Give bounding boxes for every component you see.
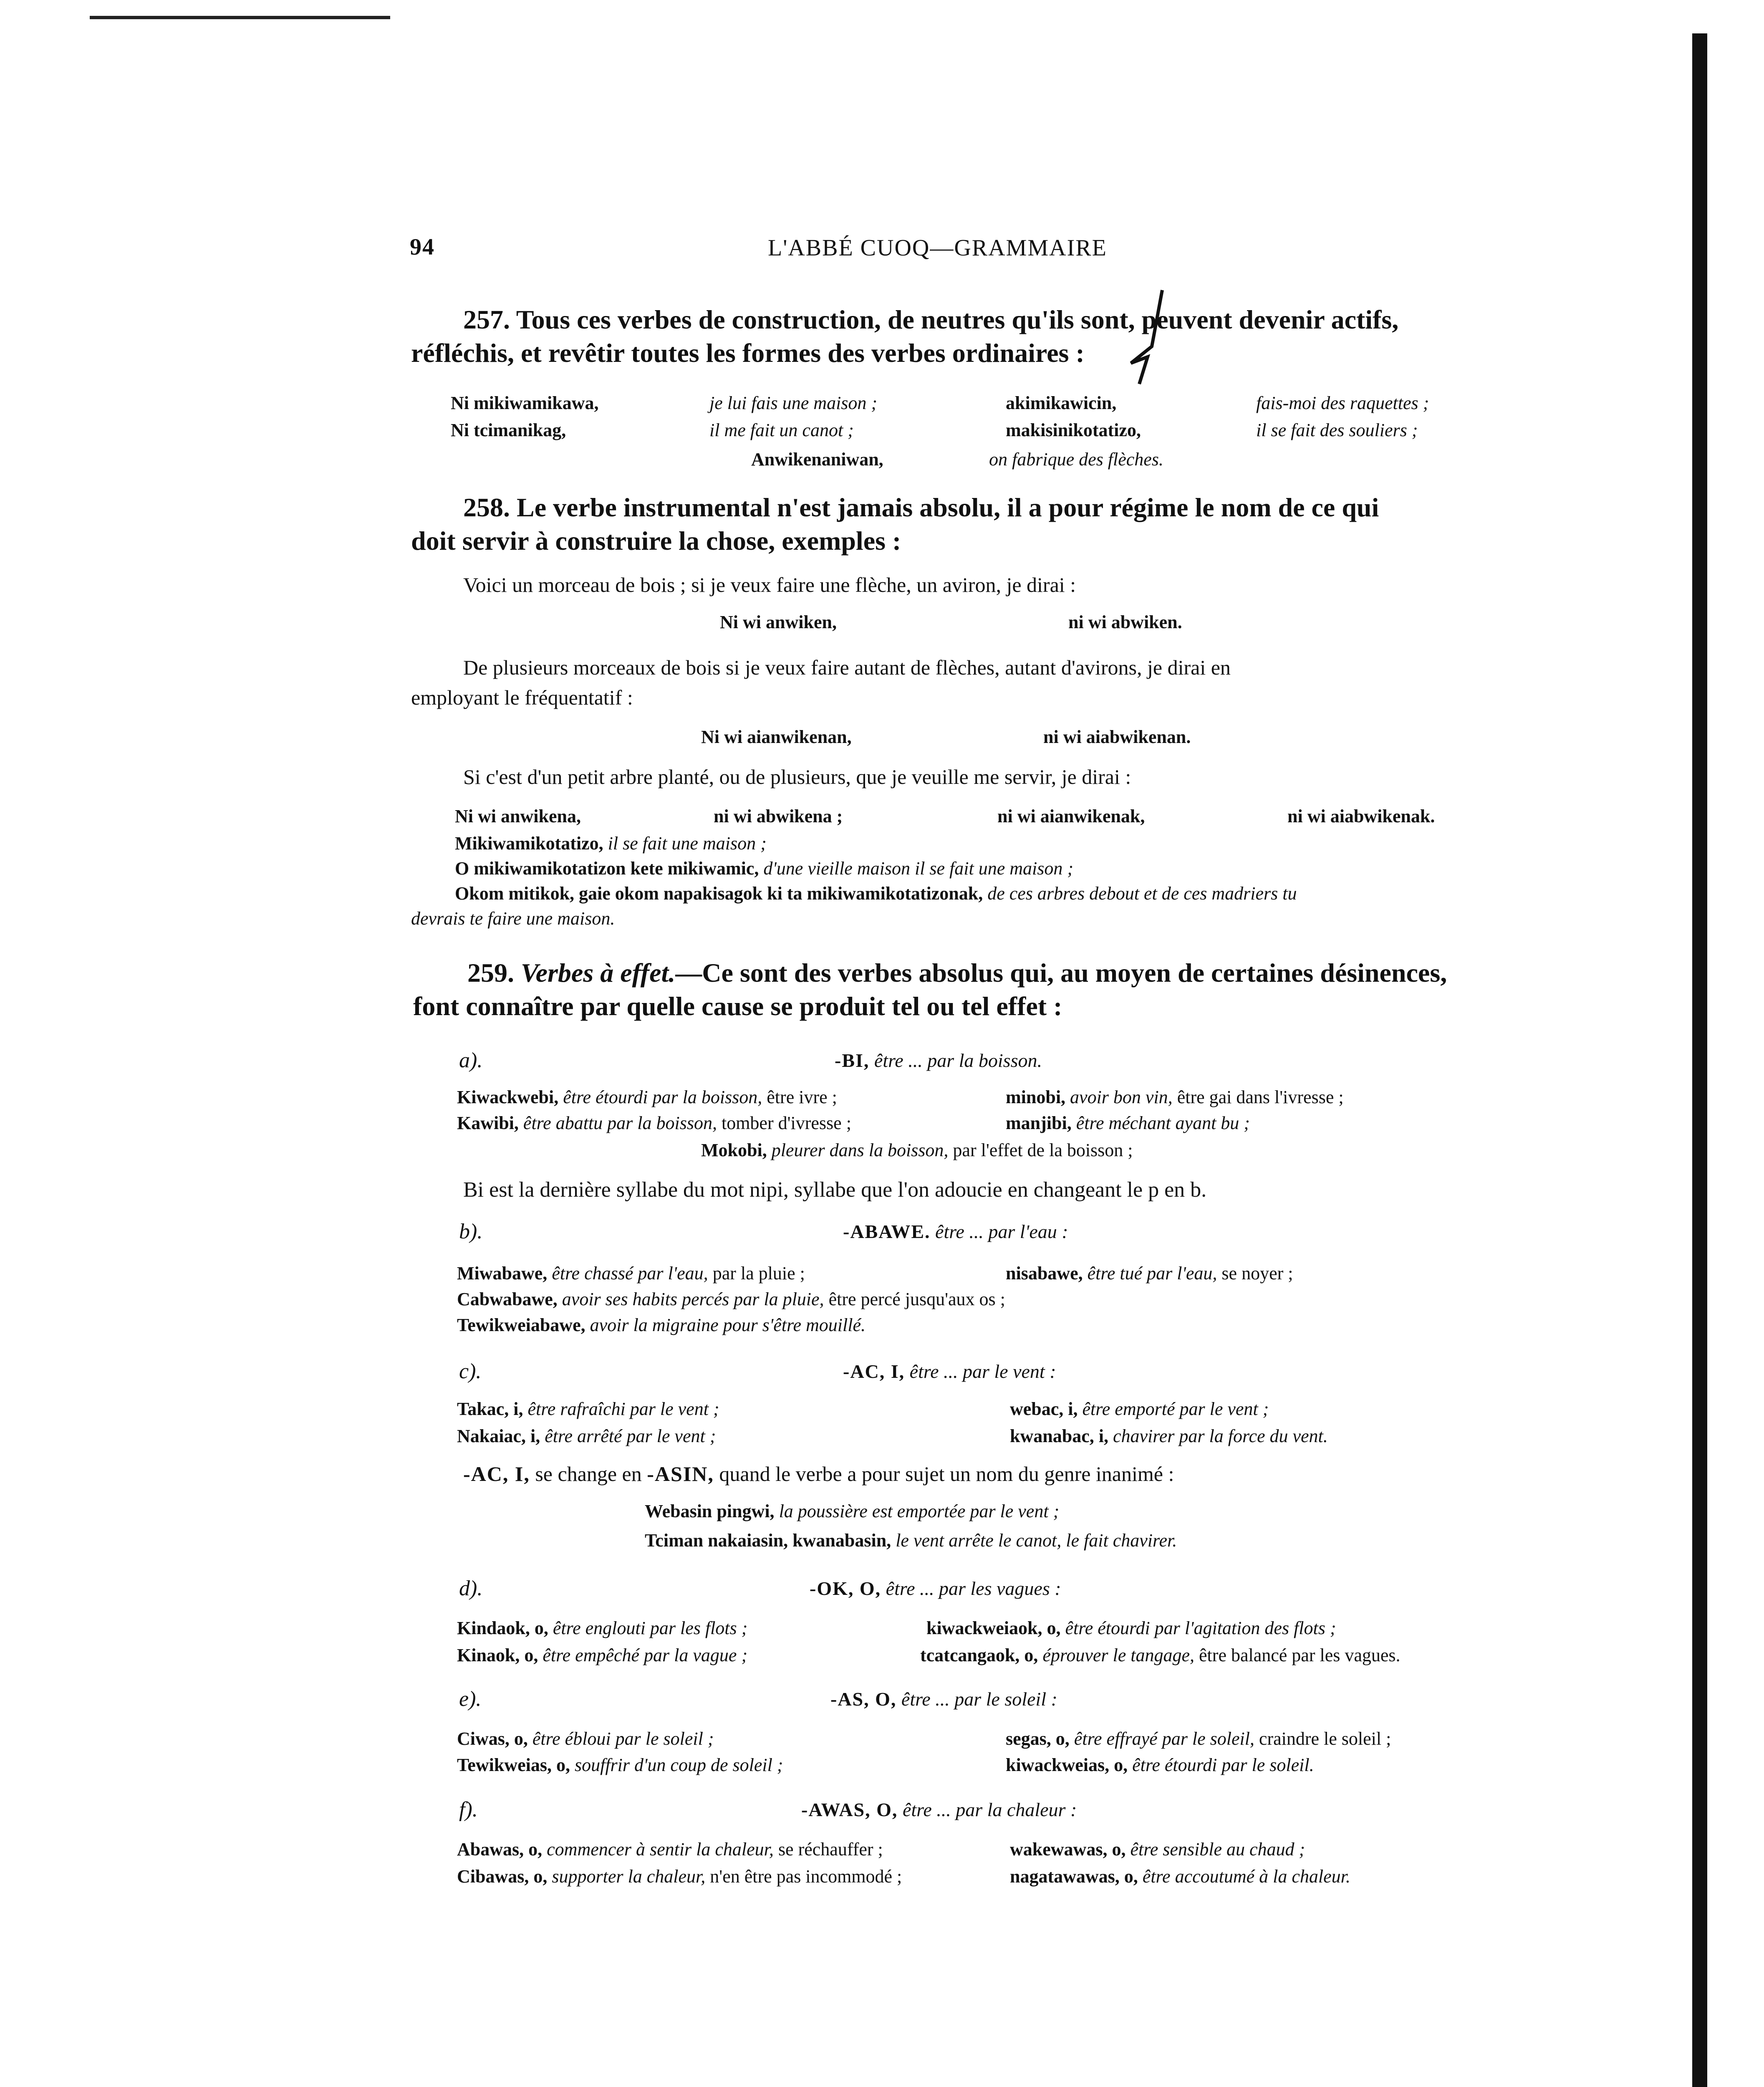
ex258-2a: Ni wi aianwikenan,: [701, 727, 852, 747]
b-row2: [457, 1286, 1005, 1312]
a-note: Bi est la dernière syllabe du mot nipi, syllabe que l'on adoucie en changeant le p en b.: [463, 1178, 1207, 1202]
f-row1-left: [457, 1837, 883, 1862]
para-258-sentence2a: De plusieurs morceaux de bois si je veux faire autant de flèches, autant d'avirons, je dirai en: [463, 656, 1231, 679]
ex258-4: [455, 831, 767, 857]
c-note-suffix: -AC, I,: [463, 1462, 530, 1486]
f-row2-trans: supporter la chaleur,: [552, 1866, 706, 1887]
e-row1-word: Ciwas, o,: [457, 1728, 528, 1749]
ex257-5-word: Anwikenaniwan,: [751, 449, 883, 470]
d-row1-left: [457, 1615, 747, 1641]
section-e-label: e).: [459, 1687, 482, 1711]
section-c-label: c).: [459, 1359, 482, 1383]
f-row2-left: [457, 1864, 902, 1890]
e-row2-right: [1006, 1752, 1314, 1778]
ex258-3a: Ni wi anwikena,: [455, 806, 581, 826]
para-258-sentence1: Voici un morceau de bois ; si je veux faire une flèche, un aviron, je dirai :: [463, 573, 1076, 596]
a-row3: [701, 1137, 1133, 1163]
section-a-label: a).: [459, 1049, 483, 1072]
f-row1-trans: commencer à sentir la chaleur,: [547, 1839, 774, 1860]
section-c-heading: [843, 1359, 1056, 1385]
b-row3: [457, 1312, 866, 1338]
page-edge-bar: [1692, 33, 1707, 2087]
section-f-meaning: être ... par la chaleur :: [902, 1799, 1077, 1820]
e-row1-trans: être ébloui par le soleil ;: [532, 1728, 714, 1749]
para-257-line2: réfléchis, et revêtir toutes les formes des verbes ordinaires :: [411, 338, 1085, 368]
c-ex2-trans: le vent arrête le canot, le fait chavirer.: [896, 1530, 1177, 1551]
d-row2-right: [920, 1642, 1401, 1668]
a-row1-rest: être ivre ;: [762, 1087, 837, 1107]
c-note: [463, 1461, 1174, 1487]
ex258-3b: ni wi abwikena ;: [714, 806, 843, 826]
c-row2-word2: kwanabac, i,: [1010, 1426, 1108, 1446]
pen-check-mark: [1123, 288, 1173, 388]
a-row2-trans2: être méchant ayant bu ;: [1076, 1113, 1250, 1133]
ex258-4-trans: il se fait une maison ;: [608, 833, 767, 854]
c-row2-right: [1010, 1423, 1328, 1449]
ex258-6-word: Okom mitikok, gaie okom napakisagok ki ta mikiwamikotatizonak,: [455, 883, 983, 904]
ex258-5: [455, 856, 1073, 882]
f-row1-word: Abawas, o,: [457, 1839, 543, 1860]
section-f-suffix: -AWAS, O,: [801, 1799, 898, 1820]
para-259-line1: [467, 956, 1447, 990]
section-e-heading: [830, 1686, 1057, 1712]
b-row1-word2: nisabawe,: [1006, 1263, 1083, 1284]
para-259-number: 259.: [467, 958, 514, 988]
section-e-meaning: être ... par le soleil :: [901, 1688, 1057, 1710]
a-row2-right: [1006, 1110, 1250, 1136]
d-row1-word2: kiwackweiaok, o,: [926, 1618, 1061, 1638]
c-row2-trans: être arrêté par le vent ;: [545, 1426, 716, 1446]
f-row2-right: [1010, 1864, 1350, 1890]
d-row1-word: Kindaok, o,: [457, 1618, 548, 1638]
para-259-text: —Ce sont des verbes absolus qui, au moyen de certaines désinences,: [675, 958, 1447, 988]
c-row1-word2: webac, i,: [1010, 1399, 1078, 1419]
e-row2-trans: souffrir d'un coup de soleil ;: [574, 1755, 783, 1775]
a-row2-left: [457, 1110, 851, 1136]
a-row1-word2: minobi,: [1006, 1087, 1066, 1107]
c-row2-word: Nakaiac, i,: [457, 1426, 540, 1446]
a-row2-rest: tomber d'ivresse ;: [717, 1113, 851, 1133]
a-row1-word: Kiwackwebi,: [457, 1087, 559, 1107]
ex258-1a: Ni wi anwiken,: [720, 612, 837, 632]
ex258-3c: ni wi aianwikenak,: [997, 806, 1145, 826]
section-c-suffix: -AC, I,: [843, 1361, 905, 1382]
section-f-heading: [801, 1797, 1077, 1823]
c-row1-word: Takac, i,: [457, 1399, 523, 1419]
c-row2-left: [457, 1423, 716, 1449]
a-row3-trans: pleurer dans la boisson,: [771, 1140, 949, 1160]
c-row1-trans: être rafraîchi par le vent ;: [527, 1399, 719, 1419]
para-257-line1: 257. Tous ces verbes de construction, de neutres qu'ils sont, peuvent devenir actifs,: [463, 305, 1399, 334]
ex257-4-trans: il se fait des souliers ;: [1256, 420, 1418, 440]
para-259-title: Verbes à effet.: [521, 958, 676, 988]
para-258-line2: doit servir à construire la chose, exemples :: [411, 526, 901, 556]
ex258-6-trans-cont: devrais te faire une maison.: [411, 908, 615, 929]
a-row3-word: Mokobi,: [701, 1140, 767, 1160]
a-row3-rest: par l'effet de la boisson ;: [948, 1140, 1133, 1160]
d-row2-rest2: être balancé par les vagues.: [1194, 1645, 1401, 1665]
para-258-sentence3: Si c'est d'un petit arbre planté, ou de plusieurs, que je veuille me servir, je dirai :: [463, 765, 1131, 788]
c-ex1: [645, 1498, 1059, 1524]
a-row1-trans2: avoir bon vin,: [1070, 1087, 1173, 1107]
para-258-sentence2b: employant le fréquentatif :: [411, 686, 633, 709]
section-b-suffix: -ABAWE.: [843, 1221, 931, 1242]
section-d-meaning: être ... par les vagues :: [886, 1578, 1061, 1599]
section-a-meaning: être ... par la boisson.: [874, 1050, 1042, 1071]
b-row2-trans: avoir ses habits percés par la pluie,: [562, 1289, 824, 1309]
a-row2-word2: manjibi,: [1006, 1113, 1072, 1133]
f-row2-rest: n'en être pas incommodé ;: [705, 1866, 902, 1887]
ex258-5-word: O mikiwamikotatizon kete mikiwamic,: [455, 858, 759, 879]
e-row2-word2: kiwackweias, o,: [1006, 1755, 1128, 1775]
c-note-suffix2: -ASIN,: [647, 1462, 714, 1486]
section-b-meaning: être ... par l'eau :: [935, 1221, 1068, 1242]
e-row1-rest2: craindre le soleil ;: [1254, 1728, 1391, 1749]
ex258-1b: ni wi abwiken.: [1068, 612, 1182, 632]
a-row1-rest2: être gai dans l'ivresse ;: [1172, 1087, 1344, 1107]
a-row1-right: [1006, 1084, 1344, 1110]
ex258-4-word: Mikiwamikotatizo,: [455, 833, 603, 854]
para-258-line1: 258. Le verbe instrumental n'est jamais absolu, il a pour régime le nom de ce qui: [463, 493, 1379, 522]
ex258-5-trans: d'une vieille maison il se fait une maison ;: [763, 858, 1074, 879]
c-row1-right: [1010, 1396, 1269, 1422]
d-row1-trans: être englouti par les flots ;: [553, 1618, 748, 1638]
d-row2-word: Kinaok, o,: [457, 1645, 538, 1665]
b-row3-trans: avoir la migraine pour s'être mouillé.: [590, 1315, 866, 1335]
ex257-1-word: Ni mikiwamikawa,: [451, 393, 599, 413]
section-d-suffix: -OK, O,: [810, 1578, 881, 1599]
e-row1-trans2: être effrayé par le soleil,: [1074, 1728, 1254, 1749]
d-row2-trans2: éprouver le tangage,: [1042, 1645, 1195, 1665]
b-row2-word: Cabwabawe,: [457, 1289, 558, 1309]
b-row1-word: Miwabawe,: [457, 1263, 548, 1284]
c-row2-trans2: chavirer par la force du vent.: [1113, 1426, 1328, 1446]
ex257-2-word: akimikawicin,: [1006, 393, 1117, 413]
f-row2-word2: nagatawawas, o,: [1010, 1866, 1138, 1887]
ex257-4-word: makisinikotatizo,: [1006, 420, 1141, 440]
a-row1-left: [457, 1084, 837, 1110]
section-b-label: b).: [459, 1220, 483, 1243]
b-row1-rest: par la pluie ;: [708, 1263, 805, 1284]
ex258-2b: ni wi aiabwikenan.: [1043, 727, 1191, 747]
f-row2-trans2: être accoutumé à la chaleur.: [1142, 1866, 1350, 1887]
a-row2-trans: être abattu par la boisson,: [523, 1113, 717, 1133]
top-rule: [90, 16, 390, 19]
section-d-heading: [810, 1576, 1061, 1602]
b-row1-rest2: se noyer ;: [1217, 1263, 1293, 1284]
page-number: 94: [410, 234, 435, 260]
e-row2-trans2: être étourdi par le soleil.: [1132, 1755, 1314, 1775]
section-c-meaning: être ... par le vent :: [909, 1361, 1056, 1382]
b-row3-word: Tewikweiabawe,: [457, 1315, 585, 1335]
c-ex1-trans: la poussière est emportée par le vent ;: [779, 1501, 1060, 1521]
section-b-heading: [843, 1219, 1068, 1245]
f-row1-word2: wakewawas, o,: [1010, 1839, 1126, 1860]
b-row1-left: [457, 1261, 805, 1286]
e-row2-word: Tewikweias, o,: [457, 1755, 570, 1775]
running-title: L'ABBÉ CUOQ—GRAMMAIRE: [768, 235, 1107, 261]
b-row2-rest: être percé jusqu'aux os ;: [824, 1289, 1005, 1309]
ex257-5-trans: on fabrique des flèches.: [989, 449, 1163, 470]
f-row1-rest: se réchauffer ;: [773, 1839, 883, 1860]
c-row1-trans2: être emporté par le vent ;: [1082, 1399, 1269, 1419]
ex258-6: [455, 881, 1297, 907]
d-row1-right: [926, 1615, 1336, 1641]
b-row1-right: [1006, 1261, 1293, 1286]
c-ex2-word: Tciman nakaiasin, kwanabasin,: [645, 1530, 891, 1551]
ex257-1-trans: je lui fais une maison ;: [709, 393, 878, 413]
c-row1-left: [457, 1396, 719, 1422]
c-note-text2: quand le verbe a pour sujet un nom du genre inanimé :: [714, 1462, 1174, 1486]
section-a-suffix: -BI,: [835, 1050, 870, 1071]
b-row1-trans: être chassé par l'eau,: [552, 1263, 708, 1284]
f-row1-trans2: être sensible au chaud ;: [1130, 1839, 1305, 1860]
section-d-label: d).: [459, 1577, 483, 1600]
ex258-6-trans: de ces arbres debout et de ces madriers tu: [987, 883, 1297, 904]
f-row2-word: Cibawas, o,: [457, 1866, 548, 1887]
d-row1-trans2: être étourdi par l'agitation des flots ;: [1065, 1618, 1336, 1638]
c-ex2: [645, 1528, 1177, 1554]
b-row1-trans2: être tué par l'eau,: [1087, 1263, 1217, 1284]
section-a-heading: [835, 1048, 1042, 1074]
f-row1-right: [1010, 1837, 1305, 1862]
c-note-text1: se change en: [530, 1462, 647, 1486]
d-row2-trans: être empêché par la vague ;: [543, 1645, 748, 1665]
e-row1-right: [1006, 1726, 1391, 1752]
ex257-2-trans: fais-moi des raquettes ;: [1256, 393, 1429, 413]
e-row1-word2: segas, o,: [1006, 1728, 1070, 1749]
e-row1-left: [457, 1726, 714, 1752]
e-row2-left: [457, 1752, 783, 1778]
d-row2-word2: tcatcangaok, o,: [920, 1645, 1038, 1665]
ex257-3-word: Ni tcimanikag,: [451, 420, 566, 440]
d-row2-left: [457, 1642, 747, 1668]
section-e-suffix: -AS, O,: [830, 1688, 897, 1710]
a-row1-trans: être étourdi par la boisson,: [563, 1087, 762, 1107]
para-259-line2: font connaître par quelle cause se produit tel ou tel effet :: [413, 991, 1062, 1021]
section-f-label: f).: [459, 1798, 478, 1822]
ex258-3d: ni wi aiabwikenak.: [1287, 806, 1435, 826]
a-row2-word: Kawibi,: [457, 1113, 519, 1133]
c-ex1-word: Webasin pingwi,: [645, 1501, 775, 1521]
ex257-3-trans: il me fait un canot ;: [709, 420, 854, 440]
